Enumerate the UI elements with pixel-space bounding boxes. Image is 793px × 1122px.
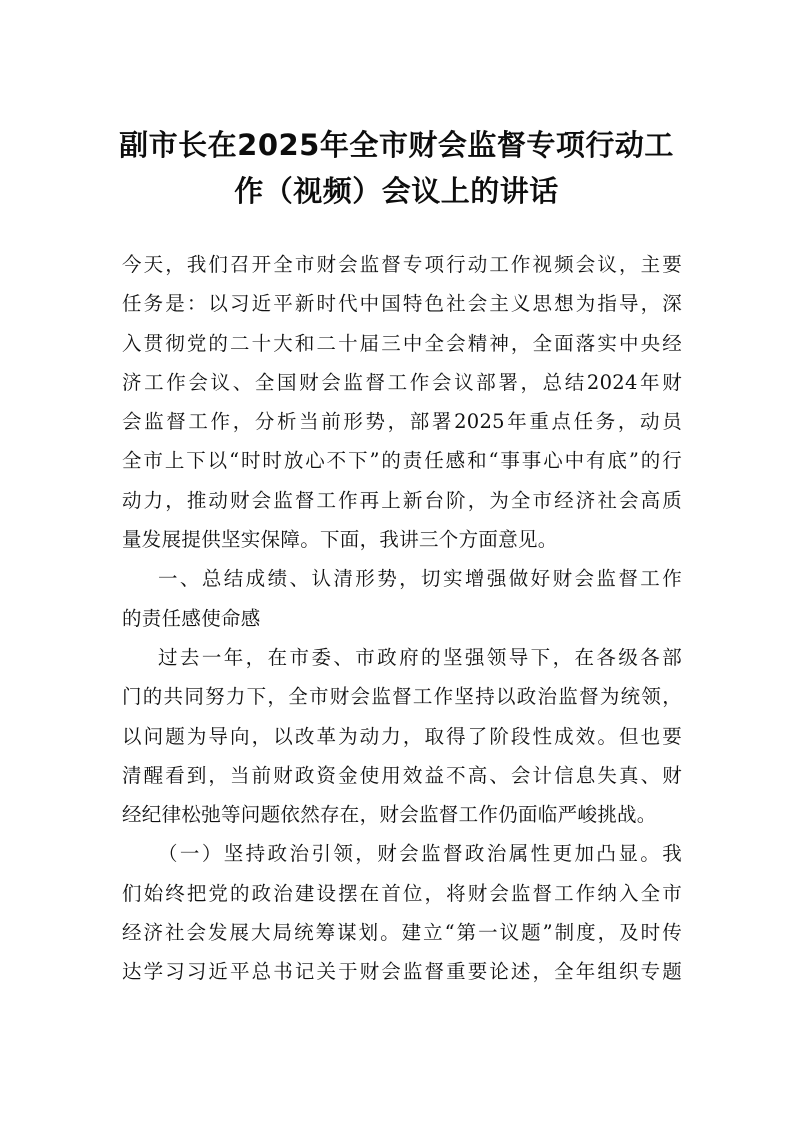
body-line-13: 以问题为导向，以改革为动力，取得了阶段性成效。但也要 [122,724,682,748]
title-line-2: 作（视频）会议上的讲话 [234,174,559,208]
document-body [122,245,682,992]
body-line-17: 们始终把党的政治建设摆在首位，将财会监督工作纳入全市 [122,881,682,905]
body-line-8: 量发展提供坚实保障。下面，我讲三个方面意见。 [122,528,558,552]
body-line-18: 经济社会发展大局统筹谋划。建立“第一议题”制度，及时传 [122,921,682,945]
document-title [110,122,683,214]
section-heading-line-1: 一、总结成绩、认清形势，切实增强做好财会监督工作 [158,567,682,591]
body-line-15: 经纪律松弛等问题依然存在，财会监督工作仍面临严峻挑战。 [122,803,657,827]
body-line-6: 全市上下以“时时放心不下”的责任感和“事事心中有底”的行 [122,449,682,473]
body-line-3: 入贯彻党的二十大和二十届三中全会精神，全面落实中央经 [122,331,682,355]
body-line-11: 过去一年，在市委、市政府的坚强领导下，在各级各部 [158,645,682,669]
subsection-line-1: （一）坚持政治引领，财会监督政治属性更加凸显。我 [158,842,682,866]
section-heading-line-2: 的责任感使命感 [122,606,261,630]
body-line-5: 会监督工作，分析当前形势，部署2025年重点任务，动员 [122,410,682,434]
title-line-1: 副市长在2025年全市财会监督专项行动工 [119,128,674,162]
body-line-2: 任务是：以习近平新时代中国特色社会主义思想为指导，深 [122,292,682,316]
body-line-12: 门的共同努力下，全市财会监督工作坚持以政治监督为统领， [122,685,682,709]
body-line-14: 清醒看到，当前财政资金使用效益不高、会计信息失真、财 [122,763,682,787]
body-line-7: 动力，推动财会监督工作再上新台阶，为全市经济社会高质 [122,488,682,512]
body-line-4: 济工作会议、全国财会监督工作会议部署，总结2024年财 [122,370,682,394]
body-line-19: 达学习习近平总书记关于财会监督重要论述，全年组织专题 [122,960,682,984]
body-line-1: 今天，我们召开全市财会监督专项行动工作视频会议，主要 [122,253,682,276]
